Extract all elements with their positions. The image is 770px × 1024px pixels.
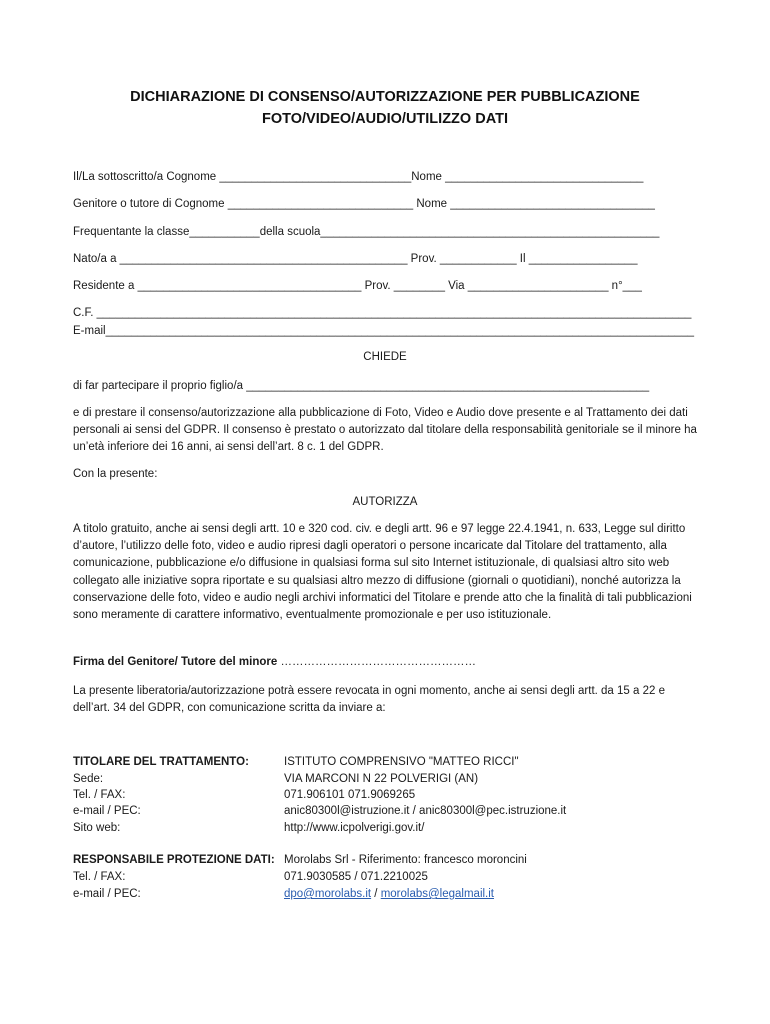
field-genitore[interactable]: Genitore o tutore di Cognome _____________________________ Nome ________________________________ [73, 198, 655, 210]
rpd-email-link-pec[interactable]: morolabs@legalmail.it [380, 888, 495, 900]
titolare-tel-label: Tel. / FAX: [73, 789, 126, 801]
field-email[interactable]: E-mail____________________________________________________________________________________________ [73, 325, 694, 337]
titolare-heading: TITOLARE DEL TRATTAMENTO: [73, 756, 249, 768]
rpd-tel-label: Tel. / FAX: [73, 871, 126, 883]
rpd-name: Morolabs Srl - Riferimento: francesco moroncini [284, 854, 527, 866]
revoca-paragraph: La presente liberatoria/autorizzazione potrà essere revocata in ogni momento, anche ai sensi degli artt. da 15 a 22 e dell’art. 34 del GDPR, con comunicazione scritta da inviare a: [73, 685, 665, 715]
field-frequentante[interactable]: Frequentante la classe___________della scuola_____________________________________________________ [73, 226, 660, 238]
titolare-web: http://www.icpolverigi.gov.it/ [284, 822, 425, 834]
field-residente[interactable]: Residente a ___________________________________ Prov. ________ Via ______________________ n°___ [73, 280, 642, 292]
rpd-heading: RESPONSABILE PROTEZIONE DATI: [73, 854, 275, 866]
titolare-sede-label: Sede: [73, 773, 104, 785]
titolare-web-label: Sito web: [73, 822, 121, 834]
titolare-email: anic80300l@istruzione.it / anic80300l@pec.istruzione.it [284, 805, 567, 817]
titolare-sede: VIA MARCONI N 22 POLVERIGI (AN) [284, 773, 479, 785]
autorizza-paragraph: A titolo gratuito, anche ai sensi degli artt. 10 e 320 cod. civ. e degli artt. 96 e 97 legge 22.4.1941, n. 633, Legge sul diritto d’autore, l’utilizzo delle foto, video e audio ripresi dagli operatori o persone incaricate dal Titolare del trattamento, alla comunicazione, pubblicazione e/o diffusione in qualsiasi forma sul sito Internet istituzionale, di qualsiasi altro sito web collegato alle iniziative sopra riportate e su qualsiasi altro mezzo di diffusione (giornali o quotidiani), nonché autorizza la conservazione delle foto, video e audio negli archivi informatici del Titolare e prende atto che la finalità di tali pubblicazioni sono meramente di carattere informativo, eventualmente promozionale e per uso istituzionale. [73, 523, 692, 622]
field-nato[interactable]: Nato/a a _____________________________________________ Prov. ____________ Il _________________ [73, 253, 638, 265]
con-la-presente: Con la presente: [73, 468, 158, 480]
titolare-email-label: e-mail / PEC: [73, 805, 141, 817]
chiede-heading: CHIEDE [363, 351, 407, 363]
field-cf[interactable]: C.F. _____________________________________________________________________________________________ [73, 307, 692, 319]
signature-dots: …………………………………………… [277, 656, 476, 668]
field-sottoscritto[interactable]: Il/La sottoscritto/a Cognome ______________________________Nome _______________________________ [73, 171, 644, 183]
titolare-tel: 071.906101 071.9069265 [284, 789, 416, 801]
consenso-paragraph: e di prestare il consenso/autorizzazione alla pubblicazione di Foto, Video e Audio dove presente e al Trattamento dei dati personali ai sensi del GDPR. Il consenso è prestato o autorizzato dal titolare della responsabilità genitoriale se il minore ha un’età inferiore dei 16 anni, ai sensi dell’art. 8 c. 1 del GDPR. [73, 407, 697, 454]
document-title-line1: DICHIARAZIONE DI CONSENSO/AUTORIZZAZIONE PER PUBBLICAZIONE [130, 89, 640, 105]
signature-line[interactable] [73, 656, 476, 668]
autorizza-heading: AUTORIZZA [352, 496, 418, 508]
signature-label: Firma del Genitore/ Tutore del minore [73, 656, 278, 668]
field-figlio[interactable]: di far partecipare il proprio figlio/a _______________________________________________________________ [73, 380, 650, 392]
rpd-email-row [284, 888, 494, 900]
rpd-email-link-dpo[interactable]: dpo@morolabs.it [284, 888, 372, 900]
document-title-line2: FOTO/VIDEO/AUDIO/UTILIZZO DATI [262, 111, 508, 127]
rpd-email-separator: / [371, 888, 381, 900]
rpd-email-label: e-mail / PEC: [73, 888, 141, 900]
rpd-tel: 071.9030585 / 071.2210025 [284, 871, 428, 883]
titolare-name: ISTITUTO COMPRENSIVO "MATTEO RICCI" [284, 756, 519, 768]
